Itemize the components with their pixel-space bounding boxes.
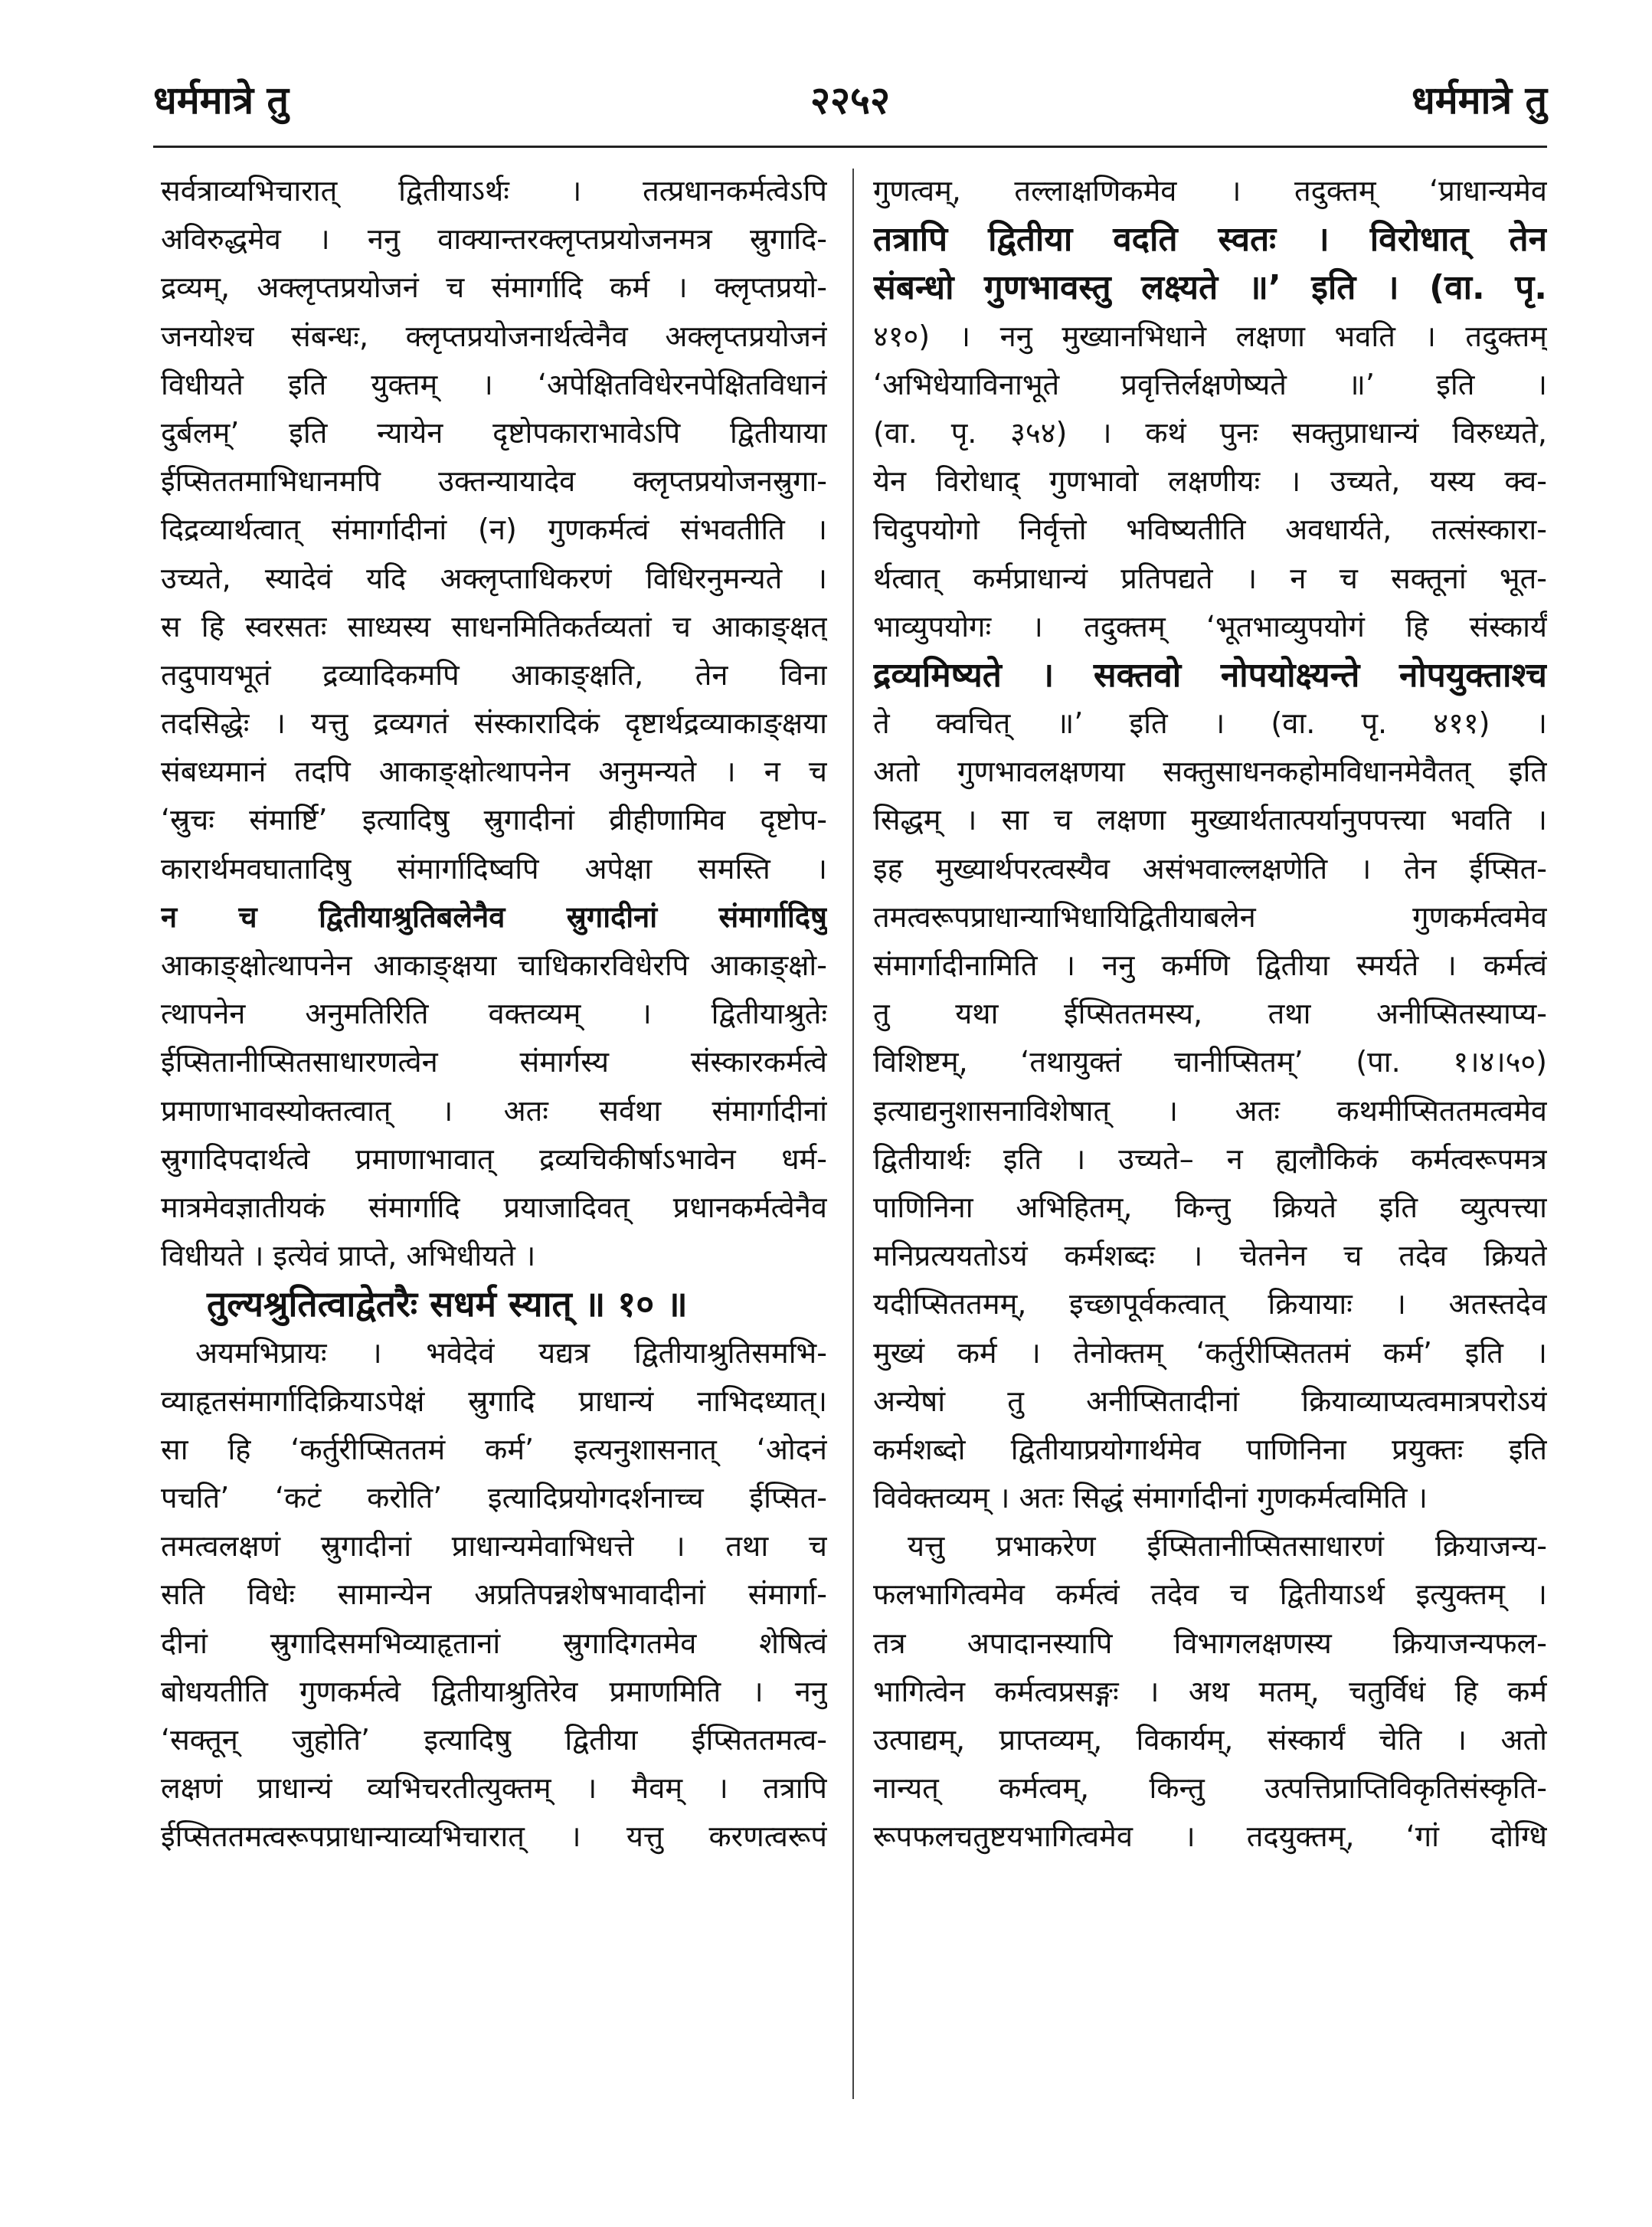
text-line: ते क्वचित् ॥’ इति । (वा. पृ. ४११) । <box>873 706 1547 741</box>
text-line: अतो गुणभावलक्षणया सक्तुसाधनकहोमविधानमेवैतत् इति <box>873 755 1547 789</box>
text-line: ईप्सिततमत्वरूपप्राधान्याव्यभिचारात् । यत्तु करणत्वरूपं <box>161 1819 827 1854</box>
text-line: उत्पाद्यम्, प्राप्तव्यम्, विकार्यम्, संस्कार्यं चेति । अतो <box>873 1723 1547 1757</box>
text-line: येन विरोधाद् गुणभावो लक्षणीयः । उच्यते, यस्य क्व- <box>873 464 1547 499</box>
text-line: तदसिद्धेः । यत्तु द्रव्यगतं संस्कारादिकं दृष्टार्थद्रव्याकाङ्क्षया <box>161 706 827 741</box>
quoted-verse-line: संबन्धो गुणभावस्तु लक्ष्यते ॥’ इति । (वा. पृ. <box>873 268 1547 308</box>
text-line: अन्येषां तु अनीप्सितादीनां क्रियाव्याप्यत्वमात्रपरोऽयं <box>873 1384 1547 1418</box>
text-line: व्याहृतसंमार्गादिक्रियाऽपेक्षं स्रुगादि प्राधान्यं नाभिदध्यात्। <box>161 1384 827 1418</box>
text-line: चिदुपयोगो निर्वृत्तो भविष्यतीति अवधार्यते, तत्संस्कारा- <box>873 513 1547 547</box>
text-line: गुणत्वम्, तल्लाक्षणिकमेव । तदुक्तम् ‘प्राधान्यमेव <box>873 174 1547 208</box>
text-line: अयमभिप्रायः । भवेदेवं यद्यत्र द्वितीयाश्रुतिसमभि- <box>195 1335 827 1370</box>
running-head-left: धर्ममात्रे तु <box>153 78 290 123</box>
text-line: ‘अभिधेयाविनाभूते प्रवृत्तिर्लक्षणेष्यते ॥’ इति । <box>873 367 1547 401</box>
text-line: सिद्धम् । सा च लक्षणा मुख्यार्थतात्पर्यानुपपत्त्या भवति । <box>873 803 1547 837</box>
text-line: रूपफलचतुष्टयभागित्वमेव । तदयुक्तम्, ‘गां दोग्धि <box>873 1819 1547 1854</box>
text-line: कारार्थमवघातादिषु संमार्गादिष्वपि अपेक्षा समस्ति । <box>161 851 827 886</box>
column-divider <box>852 169 854 2099</box>
text-line: सर्वत्राव्यभिचारात् द्वितीयाऽर्थः । तत्प्रधानकर्मत्वेऽपि <box>161 174 827 208</box>
text-line: तदुपायभूतं द्रव्यादिकमपि आकाङ्क्षति, तेन विना <box>161 657 827 692</box>
text-line: तु यथा ईप्सिततमस्य, तथा अनीप्सितस्याप्य- <box>873 997 1547 1031</box>
right-column <box>873 167 1547 2098</box>
text-line: ईप्सिततमाभिधानमपि उक्तन्यायादेव क्लृप्तप्रयोजनस्रुगा- <box>161 464 827 499</box>
text-line: भाव्युपयोगः । तदुक्तम् ‘भूतभाव्युपयोगं हि संस्कार्यं <box>873 609 1547 644</box>
text-line: लक्षणं प्राधान्यं व्यभिचरतीत्युक्तम् । मैवम् । तत्रापि <box>161 1771 827 1806</box>
text-line: र्थत्वात् कर्मप्राधान्यं प्रतिपद्यते । न च सक्तूनां भूत- <box>873 561 1547 595</box>
text-line: विधीयते । इत्येवं प्राप्ते, अभिधीयते । <box>161 1239 536 1273</box>
text-line: विधीयते इति युक्तम् । ‘अपेक्षितविधेरनपेक्षितविधानं <box>161 367 827 401</box>
text-line: जनयोश्च संबन्धः, क्लृप्तप्रयोजनार्थत्वेनैव अक्लृप्तप्रयोजनं <box>161 319 827 353</box>
text-line: स्रुगादिपदार्थत्वे प्रमाणाभावात् द्रव्यचिकीर्षाऽभावेन धर्म- <box>161 1141 827 1176</box>
text-line: द्वितीयार्थः इति । उच्यते– न ह्यलौकिकं कर्मत्वरूपमत्र <box>873 1141 1547 1176</box>
text-line: ‘स्रुचः संमार्ष्टि’ इत्यादिषु स्रुगादीनां व्रीहीणामिव दृष्टोप- <box>161 803 827 837</box>
text-line: सति विधेः सामान्येन अप्रतिपन्नशेषभावादीनां संमार्गा- <box>161 1577 827 1612</box>
text-line: ४१०) । ननु मुख्यानभिधाने लक्षणा भवति । तदुक्तम् <box>873 319 1547 353</box>
text-line: भागित्वेन कर्मत्वप्रसङ्गः । अथ मतम्, चतुर्विधं हि कर्म <box>873 1674 1547 1708</box>
text-line: बोधयतीति गुणकर्मत्वे द्वितीयाश्रुतिरेव प्रमाणमिति । ननु <box>161 1674 827 1708</box>
text-line: तत्र अपादानस्यापि विभागलक्षणस्य क्रियाजन्यफल- <box>873 1626 1547 1660</box>
text-line: विवेक्तव्यम् । अतः सिद्धं संमार्गादीनां गुणकर्मत्वमिति । <box>873 1481 1428 1515</box>
text-line: उच्यते, स्यादेवं यदि अक्लृप्ताधिकरणं विधिरनुमन्यते । <box>161 561 827 595</box>
running-head-right: धर्ममात्रे तु <box>1411 78 1547 123</box>
text-line: यत्तु प्रभाकरेण ईप्सितानीप्सितसाधारणं क्रियाजन्य- <box>908 1529 1547 1564</box>
quoted-verse-line: द्रव्यमिष्यते । सक्तवो नोपयोक्ष्यन्ते नोपयुक्ताश्च <box>873 655 1547 695</box>
text-line: अविरुद्धमेव । ननु वाक्यान्तरक्लृप्तप्रयोजनमत्र स्रुगादि- <box>161 222 827 257</box>
text-line: दीनां स्रुगादिसमभिव्याहृतानां स्रुगादिगतमेव शेषित्वं <box>161 1626 827 1660</box>
text-line: नान्यत् कर्मत्वम्, किन्तु उत्पत्तिप्राप्तिविकृतिसंस्कृति- <box>873 1771 1547 1806</box>
text-line: पाणिनिना अभिहितम्, किन्तु क्रियते इति व्युत्पत्त्या <box>873 1190 1547 1224</box>
sutra-heading: तुल्यश्रुतित्वाद्वेतरैः सधर्म स्यात् ॥ १० ॥ <box>207 1283 688 1325</box>
page-number: २२५२ <box>810 78 890 123</box>
text-line: सा हि ‘कर्तुरीप्सिततमं कर्म’ इत्यनुशासनात् ‘ओदनं <box>161 1432 827 1466</box>
text-line: न च द्वितीयाश्रुतिबलेनैव स्रुगादीनां संमार्गादिषु <box>161 899 827 934</box>
text-line: ‘सक्तून् जुहोति’ इत्यादिषु द्वितीया ईप्सिततमत्व- <box>161 1723 827 1757</box>
page-header <box>153 73 1547 134</box>
text-line: प्रमाणाभावस्योक्तत्वात् । अतः सर्वथा संमार्गादीनां <box>161 1093 827 1128</box>
text-line: स हि स्वरसतः साध्यस्य साधनमितिकर्तव्यतां च आकाङ्क्षत् <box>161 609 827 644</box>
text-line: विशिष्टम्, ‘तथायुक्तं चानीप्सितम्’ (पा. १।४।५०) <box>873 1045 1547 1079</box>
text-line: त्थापनेन अनुमतिरिति वक्तव्यम् । द्वितीयाश्रुतेः <box>161 997 827 1031</box>
text-line: द्रव्यम्, अक्लृप्तप्रयोजनं च संमार्गादि कर्म । क्लृप्तप्रयो- <box>161 270 827 305</box>
text-line: फलभागित्वमेव कर्मत्वं तदेव च द्वितीयाऽर्थ इत्युक्तम् । <box>873 1577 1547 1612</box>
text-line: (वा. पृ. ३५४) । कथं पुनः सक्तुप्राधान्यं विरुध्यते, <box>873 415 1547 450</box>
header-rule <box>153 146 1547 148</box>
text-line: तमत्वलक्षणं स्रुगादीनां प्राधान्यमेवाभिधत्ते । तथा च <box>161 1529 827 1564</box>
text-line: यदीप्सिततमम्, इच्छापूर्वकत्वात् क्रियायाः । अतस्तदेव <box>873 1287 1547 1321</box>
quoted-verse-line: तत्रापि द्वितीया वदति स्वतः । विरोधात् तेन <box>873 220 1547 260</box>
text-line: कर्मशब्दो द्वितीयाप्रयोगार्थमेव पाणिनिना प्रयुक्तः इति <box>873 1432 1547 1466</box>
text-line: मुख्यं कर्म । तेनोक्तम् ‘कर्तुरीप्सिततमं कर्म’ इति । <box>873 1335 1547 1370</box>
text-line: इह मुख्यार्थपरत्वस्यैव असंभवाल्लक्षणेति । तेन ईप्सित- <box>873 851 1547 886</box>
text-line: संमार्गादीनामिति । ननु कर्मणि द्वितीया स्मर्यते । कर्मत्वं <box>873 948 1547 982</box>
text-line: इत्याद्यनुशासनाविशेषात् । अतः कथमीप्सिततमत्वमेव <box>873 1093 1547 1128</box>
text-line: तमत्वरूपप्राधान्याभिधायिद्वितीयाबलेन गुणकर्मत्वमेव <box>873 899 1547 934</box>
left-column <box>161 167 827 2098</box>
text-line: पचति’ ‘कटं करोति’ इत्यादिप्रयोगदर्शनाच्च ईप्सित- <box>161 1481 827 1515</box>
text-line: दुर्बलम्’ इति न्यायेन दृष्टोपकाराभावेऽपि द्वितीयाया <box>161 415 827 450</box>
text-line: मनिप्रत्ययतोऽयं कर्मशब्दः । चेतनेन च तदेव क्रियते <box>873 1239 1547 1273</box>
text-line: मात्रमेवज्ञातीयकं संमार्गादि प्रयाजादिवत् प्रधानकर्मत्वेनैव <box>161 1190 827 1224</box>
text-line: ईप्सितानीप्सितसाधारणत्वेन संमार्गस्य संस्कारकर्मत्वे <box>161 1045 827 1079</box>
text-line: संबध्यमानं तदपि आकाङ्क्षोत्थापनेन अनुमन्यते । न च <box>161 755 827 789</box>
text-line: दिद्रव्यार्थत्वात् संमार्गादीनां (न) गुणकर्मत्वं संभवतीति । <box>161 513 827 547</box>
text-line: आकाङ्क्षोत्थापनेन आकाङ्क्षया चाधिकारविधेरपि आकाङ्क्षो- <box>161 948 827 982</box>
